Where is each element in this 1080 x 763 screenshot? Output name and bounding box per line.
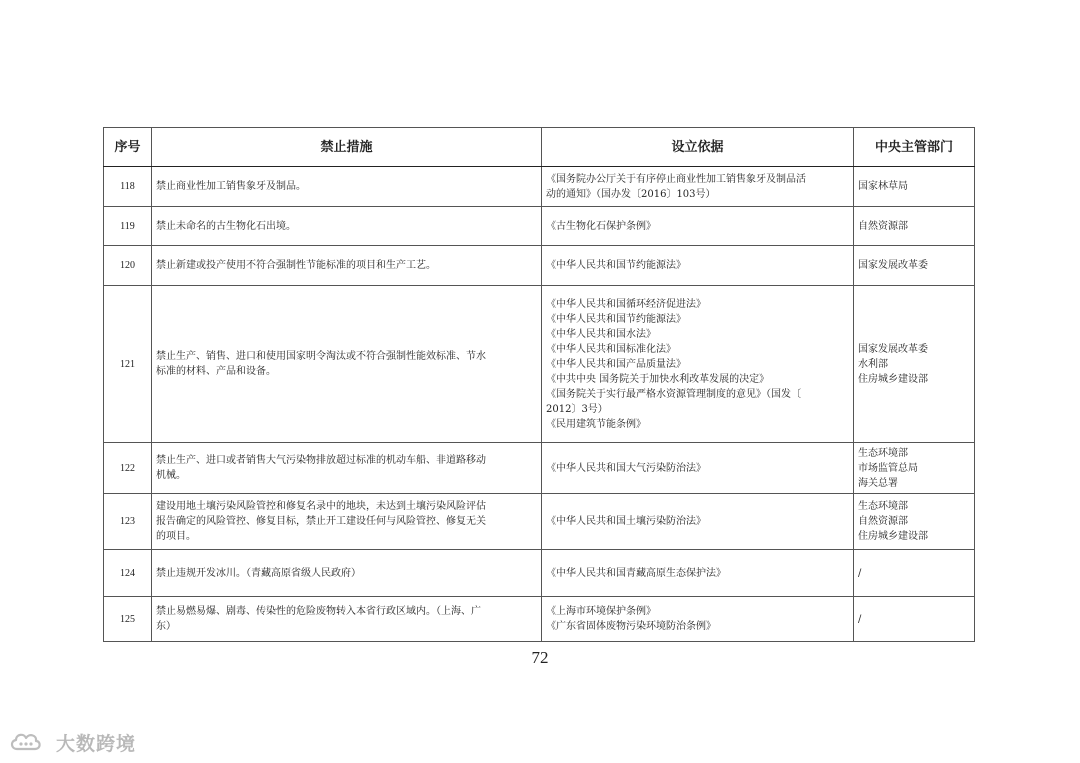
basis-text: 《广东省固体废物污染环境防治条例》	[546, 621, 716, 632]
watermark-text: 大数跨境	[56, 732, 137, 755]
basis-text: 《古生物化石保护条例》	[546, 220, 656, 232]
department-text: 海关总署	[858, 477, 898, 489]
measure-text: 机械。	[156, 470, 186, 481]
table-row	[104, 286, 975, 443]
department-cell	[854, 550, 975, 597]
measure-cell	[152, 167, 542, 207]
department-cell	[854, 246, 975, 286]
header-legal-basis: 设立依据	[542, 128, 854, 167]
department-cell	[854, 167, 975, 207]
measure-text: 禁止生产、销售、进口和使用国家明令淘汰或不符合强制性能效标准、节水	[156, 351, 486, 362]
measure-cell	[152, 207, 542, 246]
header-serial-number: 序号	[104, 128, 152, 167]
table-row	[104, 597, 975, 642]
department-text: 水利部	[858, 358, 888, 370]
row-number: 122	[104, 443, 152, 494]
row-number: 120	[104, 246, 152, 286]
measure-text: 禁止新建或投产使用不符合强制性节能标准的项目和生产工艺。	[156, 260, 436, 271]
row-number: 123	[104, 494, 152, 550]
basis-cell	[542, 207, 854, 246]
department-cell	[854, 494, 975, 550]
basis-text: 《中华人民共和国水法》	[546, 328, 656, 340]
row-number: 124	[104, 550, 152, 597]
basis-cell	[542, 494, 854, 550]
department-text: 国家发展改革委	[858, 260, 928, 271]
table-row	[104, 550, 975, 597]
measure-text: 禁止未命名的古生物化石出境。	[156, 220, 296, 232]
department-text: 生态环境部	[858, 501, 908, 512]
header-central-department: 中央主管部门	[854, 128, 975, 167]
department-text: 国家发展改革委	[858, 343, 928, 355]
table-row	[104, 207, 975, 246]
basis-text: 2012〕3号）	[546, 403, 608, 415]
department-text: 住房城乡建设部	[858, 373, 928, 385]
department-text: /	[858, 613, 862, 625]
department-cell	[854, 207, 975, 246]
basis-text: 《上海市环境保护条例》	[546, 606, 656, 617]
basis-text: 《国务院关于实行最严格水资源管理制度的意见》（国发〔	[546, 388, 801, 400]
basis-text: 动的通知》（国办发〔2016〕103号）	[546, 188, 716, 200]
department-text: 国家林草局	[858, 181, 908, 192]
department-text: 生态环境部	[858, 447, 908, 459]
measure-text: 禁止商业性加工销售象牙及制品。	[156, 181, 306, 192]
basis-text: 《中华人民共和国青藏高原生态保护法》	[546, 567, 726, 579]
header-prohibition-measure: 禁止措施	[152, 128, 542, 167]
department-text: 住房城乡建设部	[858, 531, 928, 542]
basis-text: 《中华人民共和国节约能源法》	[546, 313, 686, 325]
basis-text: 《中华人民共和国大气污染防治法》	[546, 462, 706, 474]
prohibition-measures-table	[103, 127, 975, 642]
row-number: 121	[104, 286, 152, 443]
table-row	[104, 246, 975, 286]
measure-cell	[152, 494, 542, 550]
table-row	[104, 167, 975, 207]
table-row	[104, 494, 975, 550]
basis-cell	[542, 167, 854, 207]
basis-cell	[542, 597, 854, 642]
basis-cell	[542, 550, 854, 597]
basis-text: 《中共中央 国务院关于加快水利改革发展的决定》	[546, 373, 770, 385]
measure-text: 报告确定的风险管控、修复目标，禁止开工建设任何与风险管控、修复无关	[156, 516, 486, 527]
basis-text: 《中华人民共和国标准化法》	[546, 343, 676, 355]
measure-cell	[152, 597, 542, 642]
row-number: 119	[104, 207, 152, 246]
department-text: /	[858, 567, 862, 579]
row-number: 118	[104, 167, 152, 207]
cloud-chat-logo-icon	[8, 729, 50, 755]
basis-text: 《中华人民共和国节约能源法》	[546, 260, 686, 271]
watermark	[8, 727, 136, 757]
measure-text: 标准的材料、产品和设备。	[156, 366, 276, 377]
measure-cell	[152, 286, 542, 443]
measure-text: 的项目。	[156, 531, 196, 542]
basis-cell	[542, 246, 854, 286]
measure-text: 禁止生产、进口或者销售大气污染物排放超过标准的机动车船、非道路移动	[156, 455, 486, 466]
table-header-row	[104, 128, 975, 167]
row-number: 125	[104, 597, 152, 642]
basis-text: 《中华人民共和国土壤污染防治法》	[546, 516, 706, 527]
measure-text: 东）	[156, 621, 176, 632]
basis-text: 《国务院办公厅关于有序停止商业性加工销售象牙及制品活	[546, 173, 806, 185]
table-row	[104, 443, 975, 494]
basis-text: 《中华人民共和国产品质量法》	[546, 358, 686, 370]
basis-text: 《民用建筑节能条例》	[546, 418, 646, 430]
department-text: 市场监管总局	[858, 462, 918, 474]
basis-text: 《中华人民共和国循环经济促进法》	[546, 298, 706, 310]
page-number: 72	[531, 648, 549, 667]
department-cell	[854, 286, 975, 443]
measure-cell	[152, 246, 542, 286]
measure-cell	[152, 443, 542, 494]
basis-cell	[542, 286, 854, 443]
department-text: 自然资源部	[858, 220, 908, 232]
measure-text: 禁止易燃易爆、剧毒、传染性的危险废物转入本省行政区域内。（上海、广	[156, 606, 481, 617]
basis-cell	[542, 443, 854, 494]
measure-cell	[152, 550, 542, 597]
measure-text: 建设用地土壤污染风险管控和修复名录中的地块，未达到土壤污染风险评估	[156, 501, 486, 512]
measure-text: 禁止违规开发冰川。（青藏高原省级人民政府）	[156, 567, 361, 579]
department-cell	[854, 597, 975, 642]
department-cell	[854, 443, 975, 494]
department-text: 自然资源部	[858, 516, 908, 527]
